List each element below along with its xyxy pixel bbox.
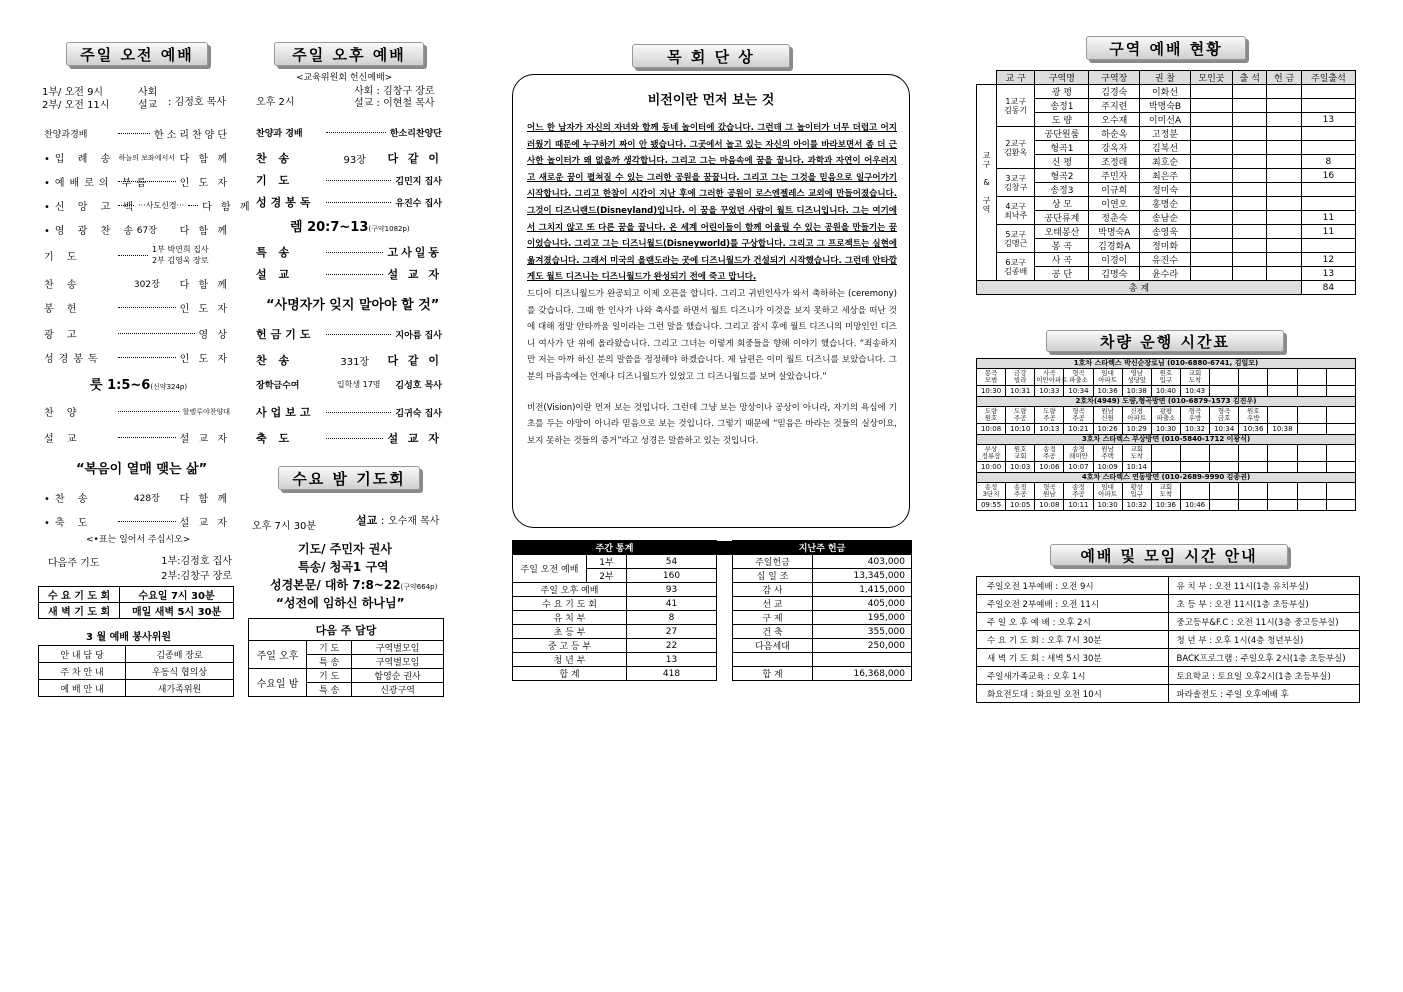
- bus-stops-row: 도량 원호 도량 주공 도량 주공 형곡 주공 원남 신원 신평 아파트 광평 파출소 형곡 우방 형곡 금호 원호 우방: [977, 407, 1356, 424]
- weekly-stats-table: 주간 통계 지난주 헌금 주일 오전 예배 1부 54 주일헌금 403,000 2부 160 십 일 조 13,345,000 주일 오후 예배 93 감 사 1,415,000 수 요 기 도 회 41 선 교 405,000 유 치 부 8 구 제 195,000 초 등 부 27 건 축 355,000 중 고 등 부 22 다음세대 250,000 청 년 부 13 합 계 418 합 계 16,368,000: [512, 540, 912, 681]
- prayer-meeting-box: 수 요 기 도 회 수요일 7시 30분 새 벽 기 도 회 매일 새벽 5시 30분: [38, 586, 234, 619]
- stats-row: 2부 160 십 일 조 13,345,000: [513, 569, 912, 583]
- pastoral-paragraph-1: 어느 한 남자가 자신의 자녀와 함께 동네 놀이터에 갔습니다. 그런데 그 놀이터가 너무 더럽고 어지러웠기 때문에 누구하기 짜이 안 됐습니다. 그곳에서 놀고 있는 자신의 아이를 바라보면서 좀 더 근사한 놀이터가 왜 없을까 생각합니다. 그리고 그는 마음속에 꿈을 꿉니다. 과학과 자연이 어우러지고 새로운 꿈이 펼쳐질 수 있는 그러한 공원을 꿈꿉니다. 그리고 그는 그것을 믿음으로 일구어가기 시작합니다. 그리고 한참이 시간이 지난 후에 그러한 공원이 로스엔젤레스 교외에 만들어졌습니다. 그것이 디즈니랜드(Disneyland)입니다. 이 꿈을 꾸었던 사람이 월트 디즈니입니다. 그는 여기에서 그치지 않고 또 다른 꿈을 꿉니다. 온 세계 어린이들이 함께 어울릴 수 있는 공원을 만들기는 꿈이었습니다. 그리고 그는 디즈니월드(Disneyworld)를 구상합니다. 그리고 그 프로젝트는 실현에 옮겨졌습니다. 그래서 미국의 올랜도라는 곳에 디즈니월드가 건설되기 시작했습니다. 그런데 안타깝게도 월트 디즈니는 디즈니월드가 완성되기 전에 죽고 맙니다.: [527, 123, 897, 283]
- morning-order-item: •예배로의 부름 인 도 자: [44, 178, 230, 189]
- afternoon-service-title: 주일 오후 예배: [274, 42, 424, 66]
- morning-order-item: •입 례 송 하늘의 보좌에서서 다 함 께: [44, 153, 230, 165]
- wednesday-scripture: 성경본문/ 대하 7:8~22(구약664p): [270, 578, 438, 592]
- district-row: 3교구 김창구 형곡2 주민자 최은주 16: [977, 169, 1356, 183]
- pastoral-heading: 비전이란 먼저 보는 것: [647, 93, 775, 108]
- wednesday-prayer: 기도/ 주민자 권사: [298, 542, 392, 556]
- district-header: 주일출석: [1301, 71, 1355, 85]
- stats-row: 수 요 기 도 회 41 선 교 405,000: [513, 597, 912, 611]
- morning-order-item: 찬양과경배 한소리찬양단: [44, 130, 230, 141]
- district-side-label: 교 구 & 구 역: [977, 85, 997, 281]
- afternoon-order-item: 설 교 설 교 자: [256, 268, 442, 281]
- district-header: 권 찰: [1140, 71, 1191, 85]
- district-row: 신 평 조정래 최호순 8: [977, 155, 1356, 169]
- morning-order-item: 광 고 영 상: [44, 330, 230, 341]
- district-row: 6교구 김종배 사 곡 이경이 유진수 12: [977, 253, 1356, 267]
- district-header: 출 석: [1233, 71, 1267, 85]
- district-row: 4교구 최낙주 상 모 이연오 홍명순: [977, 197, 1356, 211]
- morning-order-item: 찬 송 302장 다 함 께: [44, 280, 230, 291]
- afternoon-leaders: 사회 : 김창구 장로 설교 : 이현철 목사: [354, 86, 435, 109]
- bus-stops-row: 송정 3단지 송정 주공 형곡 원남 송정 주공 임대 아파트 황상 입구 교회 도착: [977, 483, 1356, 500]
- afternoon-order-item: 사업보고 김귀숙 집사: [256, 406, 442, 419]
- meeting-time-row: 주 일 오 후 예 배 : 오후 2시 중고등부&F.C : 오전 11시(3층 중고등부실): [977, 613, 1360, 631]
- morning-order-item: 기 도 1부 박연희 집사 2부 김영욱 장로: [44, 245, 209, 265]
- stats-row: 주일 오전 예배 1부 54 주일헌금 403,000: [513, 555, 912, 569]
- bus-schedule-table: [976, 358, 1356, 511]
- morning-scripture: 룻 1:5~6(신약324p): [90, 378, 188, 393]
- standing-note: <•표는 일어서 주십시오>: [86, 535, 191, 545]
- bus-times-row: 10:30 10:31 10:33 10:34 10:36 10:38 10:40 10:43: [977, 386, 1356, 397]
- bus-route-header: 1호차 스타렉스 박신순장로님 (010-6880-6741, 김일모): [977, 359, 1356, 369]
- district-header: 구역명: [1035, 71, 1089, 85]
- meeting-time-row: 새 벽 기 도 회 : 새벽 5시 30분 BACK프로그램 : 주일오후 2시(1층 초등부실): [977, 649, 1360, 667]
- district-row: 2교구 김환옥 공단원룸 하순옥 고정분: [977, 127, 1356, 141]
- wednesday-special: 특송/ 청곡1 구역: [298, 560, 389, 574]
- meeting-time-row: 주일오전 1부예배 : 오전 9시 유 치 부 : 오전 11시(1층 유치부실): [977, 577, 1360, 595]
- district-row: 공단류계 정춘숙 송남순 11: [977, 211, 1356, 225]
- wednesday-time: 오후 7시 30분: [252, 521, 317, 532]
- district-total-row: 총 계 84: [977, 281, 1356, 295]
- bus-stops-row: 봉곡 모범 금강 빌라 사곡 이안아파트 형곡 파출소 임대 아파트 영남 성당앞 원호 입구 교회 도착: [977, 369, 1356, 386]
- morning-order-item: •영 광 찬 송 67장 다 함 께: [44, 226, 230, 237]
- bus-route-header: 4호차 스타렉스 연동방면 (010-2689-9990 김종권): [977, 473, 1356, 483]
- afternoon-order-item: 기 도 김민지 집사: [256, 174, 442, 187]
- bus-times-row: 09:55 10:05 10:08 10:11 10:30 10:32 10:36 10:46: [977, 500, 1356, 511]
- meeting-time-row: 주일새가족교육 : 오후 1시 토요학교 : 토요일 오후2시(1층 초등부실): [977, 667, 1360, 685]
- district-row: 도 량 오수재 이미선A 13: [977, 113, 1356, 127]
- district-row: 봉 곡 김경화A 정미화: [977, 239, 1356, 253]
- afternoon-order-item: 헌금기도 지아름 집사: [256, 328, 442, 341]
- next-prayer-label: 다음주 기도: [48, 558, 100, 569]
- wednesday-sermon: “성전에 임하신 하나님”: [276, 596, 405, 610]
- district-row: 형곡1 강옥자 김복선: [977, 141, 1356, 155]
- bus-times-row: 10:08 10:10 10:13 10:21 10:26 10:29 10:30 10:32 10:34 10:36 10:38: [977, 424, 1356, 435]
- bus-schedule-title: 차량 운행 시간표: [1046, 330, 1284, 352]
- afternoon-scripture: 렘 20:7~13(구약1082p): [290, 220, 410, 235]
- service-times: 1부/ 오전 9시 2부/ 오전 11시: [42, 87, 110, 111]
- meeting-time-row: 주일오전 2부예배 : 오전 11시 초 등 부 : 오전 11시(1층 초등부실): [977, 595, 1360, 613]
- leader-name: : 김정호 목사: [168, 97, 227, 108]
- district-header: 교 구: [997, 71, 1035, 85]
- bus-times-row: 10:00 10:03 10:06 10:07 10:09 10:14: [977, 462, 1356, 473]
- stats-row: 청 년 부 13: [513, 653, 912, 667]
- morning-order-item: 성경봉독 인 도 자: [44, 354, 230, 365]
- servant-table: 안 내 담 당 김종배 장로 주 차 안 내 우동식 협의상 예 배 안 내 새가족위원: [38, 645, 234, 697]
- morning-order-item: •찬 송 428장 다 함 께: [44, 494, 230, 505]
- stats-row: 합 계 418 합 계 16,368,000: [513, 667, 912, 681]
- district-row: 공 단 김명숙 윤수라 13: [977, 267, 1356, 281]
- bus-stops-row: 부상 정류장 원호 교회 송정 주공 송정 래미안 원남 주택 교회 도착: [977, 445, 1356, 462]
- district-row: 송정1 주지련 박명숙B: [977, 99, 1356, 113]
- meeting-time-row: 수 요 기 도 회 : 오후 7시 30분 청 년 부 : 오후 1시(4층 청년부실): [977, 631, 1360, 649]
- district-status-title: 구역 예배 현황: [1086, 36, 1246, 60]
- meeting-times-table: [976, 576, 1360, 703]
- district-header: 구역장: [1089, 71, 1140, 85]
- stats-row: 유 치 부 8 구 제 195,000: [513, 611, 912, 625]
- afternoon-order-item: 장학금수여 입학생 17명 김성호 목사: [256, 380, 442, 391]
- pastoral-column-title: 목 회 단 상: [632, 44, 790, 68]
- morning-order-item: 봉 헌 인 도 자: [44, 304, 230, 315]
- stats-row: 주일 오후 예배 93 감 사 1,415,000: [513, 583, 912, 597]
- afternoon-subtitle: <교육위원회 헌신예배>: [296, 73, 393, 83]
- afternoon-order-item: 축 도 설 교 자: [256, 432, 442, 445]
- district-table: [976, 70, 1356, 295]
- servant-title: 3 월 예배 봉사위원: [86, 632, 172, 643]
- pastoral-paragraph-2: 드디어 디즈니월드가 완공되고 이제 오픈을 합니다. 그리고 귀빈인사가 와서 축하하는 (ceremony)를 갖습니다. 그때 한 인사가 나와 축사를 하면서 월트 디즈니가 이것을 보지 못하고 세상을 떠난 것에 대해 정말 안타까움 일이라는 그런 말을 했습니다. 그리고 잠시 후에 월트 디즈니의 미망인인 디즈니 여사가 단 위에 올라왔습니다. 그리고 그녀는 이렇게 회중들을 향해 이야기 했습니다. “죄송하지만 저는 아까 하신 분의 말씀을 정정해야 하겠습니다. 제 남편은 이미 월트 디즈니를 보았습니다. 그분의 마음속에는 언제나 디즈니월드가 있었고 그 디즈니월드를 보며 살았습니다.”: [527, 288, 897, 382]
- pastoral-paragraph-3: 비전(Vision)이란 먼저 보는 것입니다. 그런데 그냥 보는 망상이나 공상이 아니라, 자기의 욕심에 기초를 두는 야망이 아니라 믿음으로 보는 것입니다. 그렇기 때문에 “믿음은 바라는 것들의 실상이요, 보지 못하는 것들의 증거”라고 성경은 말씀하고 있는 것입니다.: [527, 402, 897, 446]
- afternoon-order-item: 성경봉독 유진수 집사: [256, 196, 442, 209]
- district-row: 5교구 김맹근 오태봉산 박명숙A 송영욱 11: [977, 225, 1356, 239]
- pastoral-box: [512, 74, 910, 528]
- meeting-time-row: 화요전도대 : 화요일 오전 10시 파라솔전도 : 주일 오후예배 후: [977, 685, 1360, 703]
- morning-order-item: 설 교 설 교 자: [44, 434, 230, 445]
- district-row: 송정3 이규희 정미숙: [977, 183, 1356, 197]
- meeting-times-title: 예배 및 모임 시간 안내: [1050, 544, 1288, 566]
- afternoon-order-item: 특 송 고사일동: [256, 246, 442, 259]
- stats-row: 중 고 등 부 22 다음세대 250,000: [513, 639, 912, 653]
- morning-order-item: •신 앙 고 백 ···사도신경··· 다 함 께: [44, 201, 253, 213]
- bus-route-header: 3호차 스타렉스 부상방면 (010-5840-1712 이광식): [977, 435, 1356, 445]
- stats-row: 초 등 부 27 건 축 355,000: [513, 625, 912, 639]
- next-prayer-names: 1부:김정호 집사 2부:김창구 장로: [161, 556, 232, 582]
- leader-roles: 사회 설교: [138, 87, 158, 111]
- morning-order-item: 찬 양 할렐루야찬양대: [44, 407, 230, 419]
- district-row: 교 구 & 구 역 1교구 김동기 광 평 김경숙 이화선: [977, 85, 1356, 99]
- morning-order-item: •축 도 설 교 자: [44, 518, 230, 529]
- district-header: 모인곳: [1190, 71, 1232, 85]
- bus-route-header: 2호차(4949) 도량,형곡방면 (010-6879-1573 김진우): [977, 397, 1356, 407]
- next-week-table: 다음 주 담당 주일 오후 기 도 구역별모임 특 송 구역별모임 수요일 밤 기 도 함영순 권사 특 송 신광구역: [248, 618, 444, 697]
- wednesday-title: 수요 밤 기도회: [278, 466, 420, 490]
- morning-service-title: 주일 오전 예배: [66, 42, 208, 66]
- district-header: 헌 금: [1267, 71, 1301, 85]
- wednesday-leader: 설교 : 오수재 목사: [356, 514, 440, 527]
- afternoon-sermon-title: “사명자가 잊지 말아야 할 것”: [266, 298, 440, 313]
- morning-sermon-title: “복음이 열매 맺는 삶”: [76, 462, 208, 477]
- afternoon-order-item: 찬양과 경배 한소리찬양단: [256, 129, 442, 139]
- afternoon-order-item: 찬 송 331장 다 같 이: [256, 354, 442, 368]
- afternoon-order-item: 찬 송 93장 다 같 이: [256, 152, 442, 166]
- afternoon-time: 오후 2시: [256, 97, 295, 108]
